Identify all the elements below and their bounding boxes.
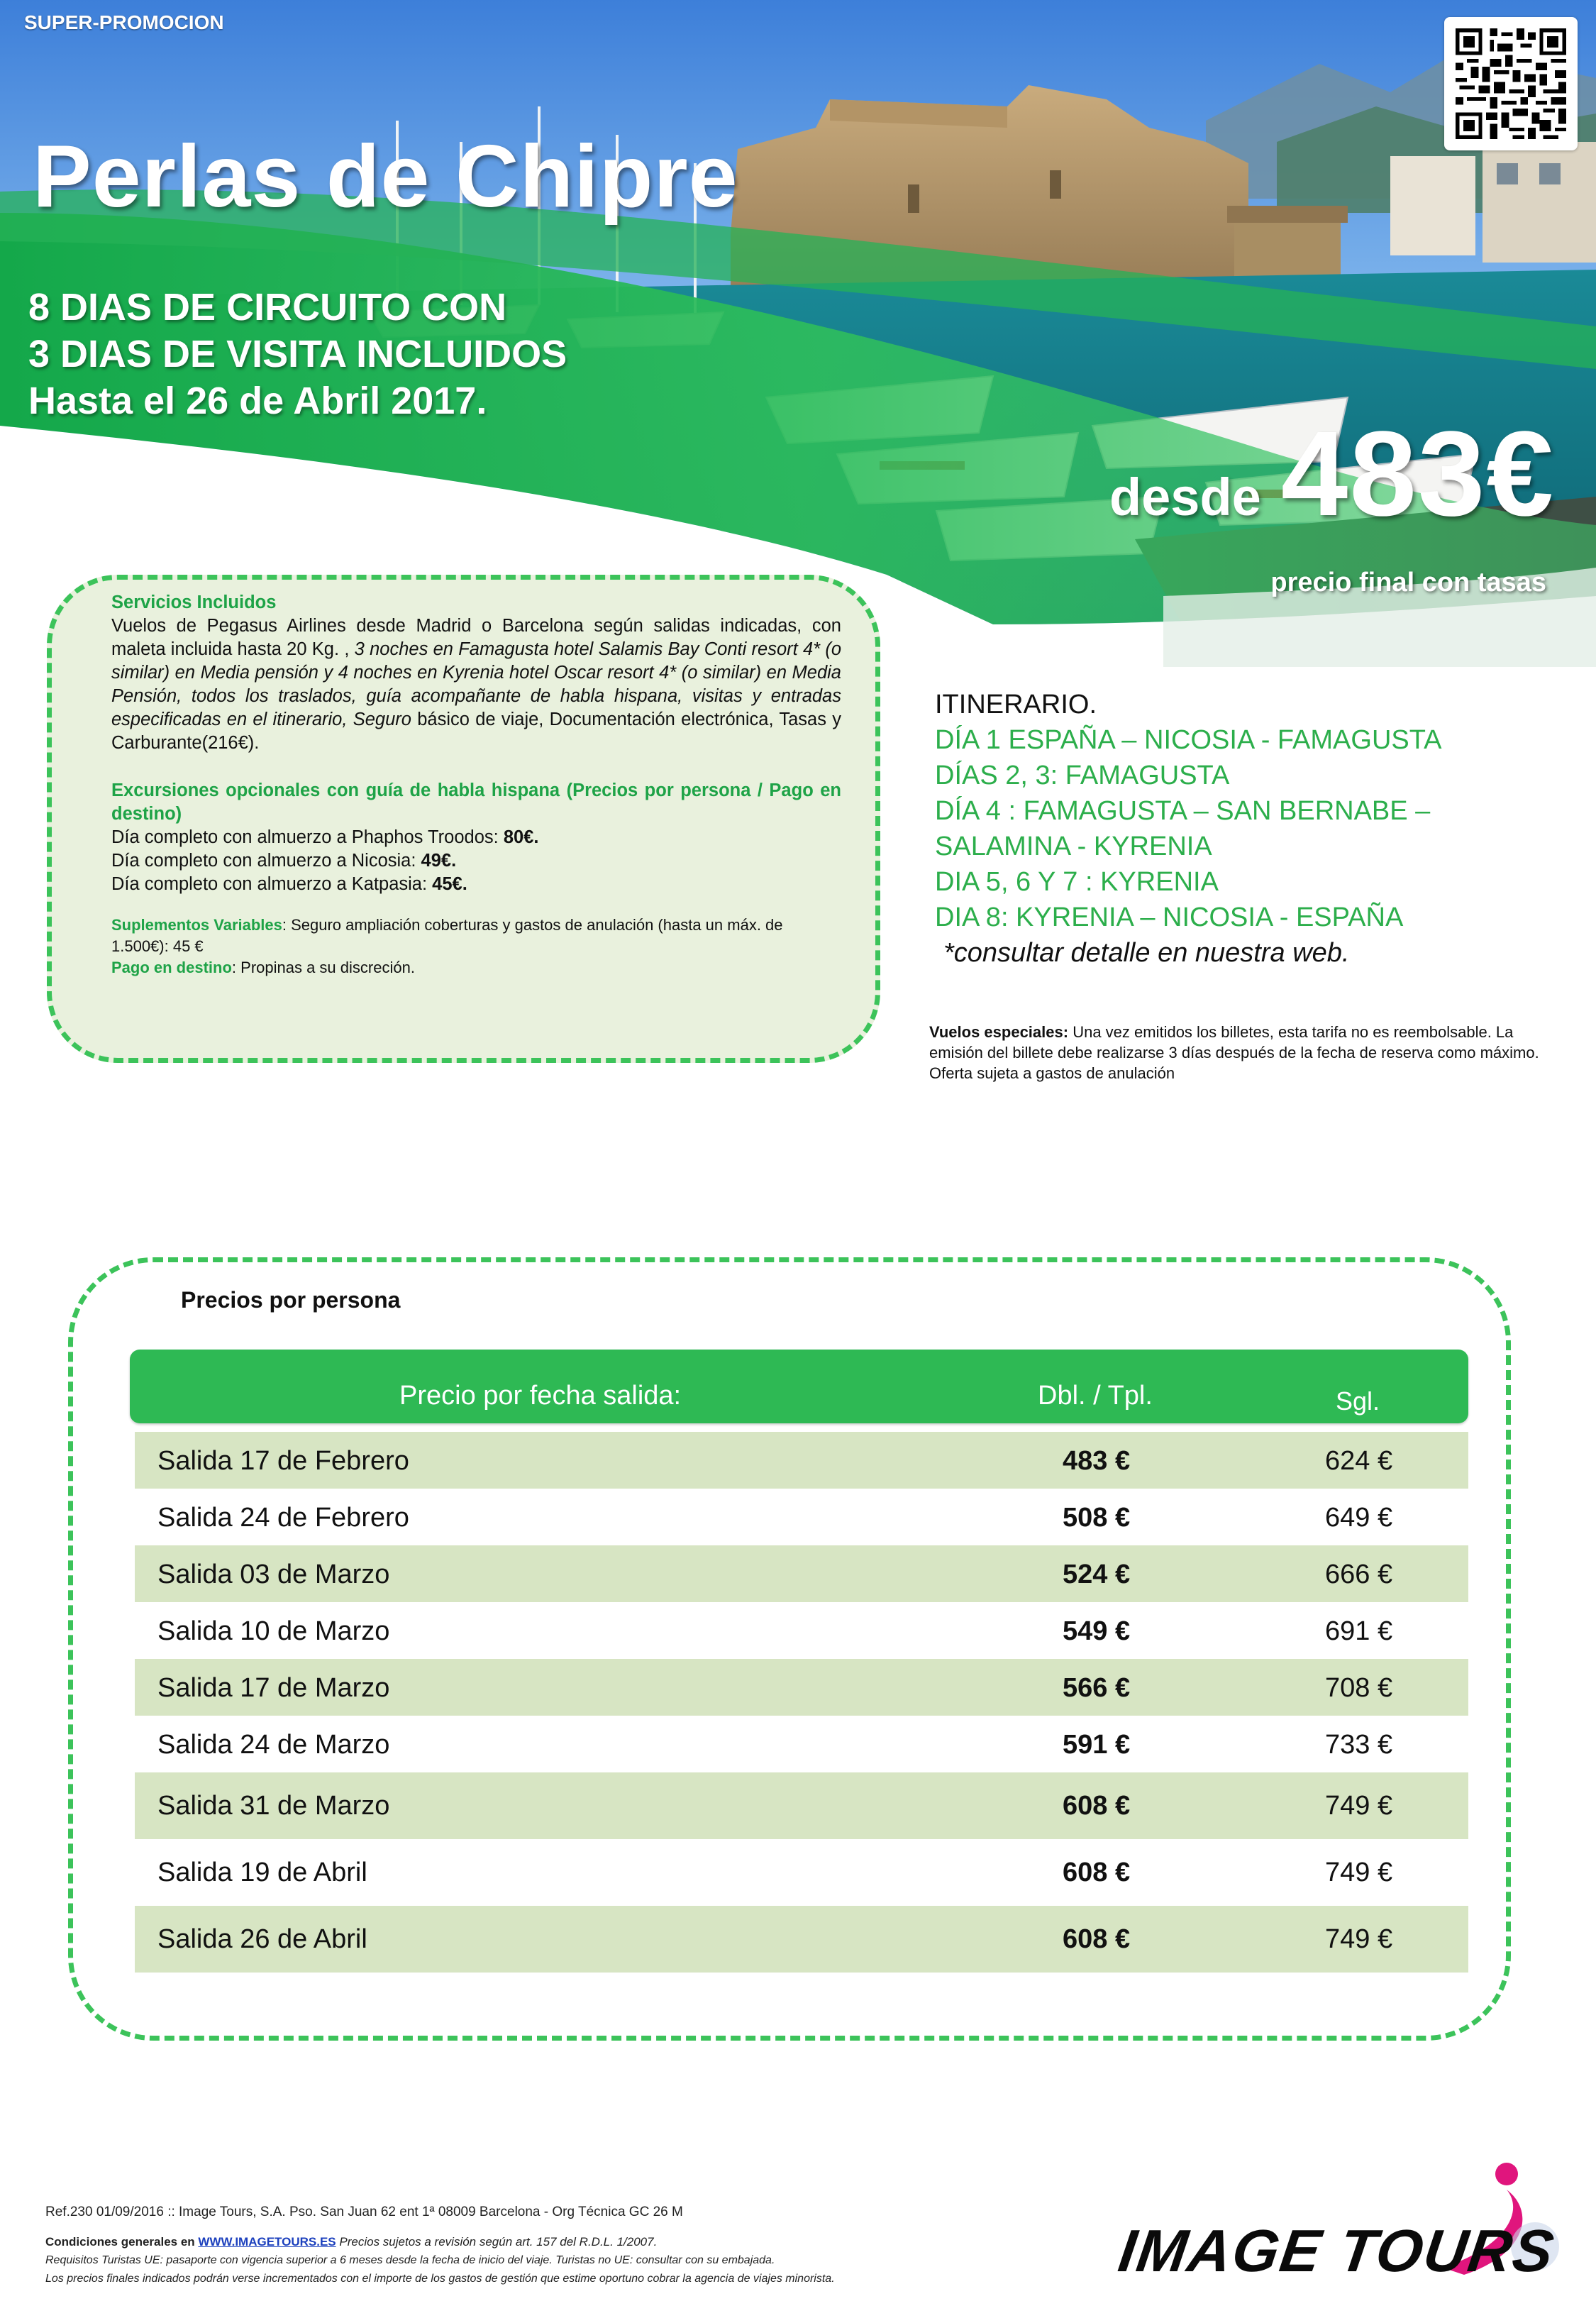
itinerary: [935, 687, 1559, 971]
column-header-sgl: Sgl.: [1336, 1386, 1380, 1416]
conditions-label: Condiciones generales en: [45, 2235, 199, 2249]
row-sgl-price: 733 €: [1325, 1730, 1393, 1760]
row-sgl-price: 749 €: [1325, 1858, 1393, 1887]
table-row: [135, 1772, 1468, 1839]
row-sgl-price: 624 €: [1325, 1446, 1393, 1476]
excursion-item: [111, 873, 841, 896]
excursion-price: 49€.: [421, 851, 457, 871]
hero-subtitle: [28, 284, 567, 424]
column-header-dbl: Dbl. / Tpl.: [1038, 1381, 1153, 1411]
row-date: Salida 19 de Abril: [157, 1858, 367, 1887]
supplements-label: Suplementos Variables: [111, 916, 282, 934]
table-row: [135, 1432, 1468, 1489]
excursion-item: [111, 826, 841, 849]
excursion-item: [111, 849, 841, 873]
table-row: [135, 1602, 1468, 1659]
payment-label: Pago en destino: [111, 959, 232, 976]
row-date: Salida 31 de Marzo: [157, 1791, 390, 1821]
brand-logo: [1109, 2161, 1563, 2303]
itinerary-item: DIA 8: KYRENIA – NICOSIA - ESPAÑA: [935, 903, 1404, 932]
row-dbl-price: 524 €: [1063, 1560, 1131, 1589]
services-text-part: Vuelos de Pegasus Airlines desde Madrid o Barcelona según salidas indicadas, con maleta incluida hasta 20 Kg. ,: [111, 616, 841, 659]
subtitle-line: 8 DIAS DE CIRCUITO CON: [28, 286, 507, 329]
supplements-text: : Seguro ampliación coberturas y gastos de anulación (hasta un máx. de 1.500€): 45 €: [111, 916, 783, 955]
row-dbl-price: 591 €: [1063, 1730, 1131, 1760]
row-date: Salida 24 de Febrero: [157, 1503, 409, 1533]
payment-text: : Propinas a su discreción.: [231, 959, 415, 976]
price-prefix: desde: [1109, 468, 1261, 526]
supplements: [111, 915, 841, 957]
row-dbl-price: 483 €: [1063, 1446, 1131, 1476]
row-sgl-price: 649 €: [1325, 1503, 1393, 1533]
price-note: precio final con tasas: [1270, 568, 1546, 597]
row-date: Salida 24 de Marzo: [157, 1730, 390, 1760]
row-date: Salida 17 de Febrero: [157, 1446, 409, 1476]
row-dbl-price: 608 €: [1063, 1858, 1131, 1887]
qr-code-icon: [1456, 28, 1566, 139]
excursion-text: Día completo con almuerzo a Katpasia:: [111, 874, 433, 894]
footer-final-prices: Los precios finales indicados podrán verse incrementados con el importe de los gastos de gestión que estime oportuno cobrar la agencia de viajes minorista.: [45, 2273, 835, 2285]
table-row: [135, 1716, 1468, 1772]
table-row: [135, 1906, 1468, 1973]
row-sgl-price: 666 €: [1325, 1560, 1393, 1589]
table-row: [135, 1659, 1468, 1716]
hero-banner: [0, 0, 1596, 667]
footer-conditions: [45, 2232, 1024, 2251]
itinerary-note: *consultar detalle en nuestra web.: [943, 938, 1350, 968]
footer: [45, 2204, 1024, 2288]
page-title: Perlas de Chipre: [33, 128, 738, 226]
prices-title: Precios por persona: [181, 1287, 401, 1313]
row-dbl-price: 549 €: [1063, 1616, 1131, 1646]
subtitle-line: 3 DIAS DE VISITA INCLUIDOS: [28, 333, 567, 375]
itinerary-item: DÍAS 2, 3: FAMAGUSTA: [935, 761, 1230, 790]
promo-tag: SUPER-PROMOCION: [24, 11, 224, 33]
excursion-text: Día completo con almuerzo a Phaphos Troodos:: [111, 827, 504, 847]
headline-price: [1109, 404, 1555, 544]
column-header-date: Precio por fecha salida:: [399, 1381, 682, 1411]
row-sgl-price: 749 €: [1325, 1791, 1393, 1821]
excursion-price: 45€.: [432, 874, 467, 894]
excursions-heading: Excursiones opcionales con guía de habla hispana (Precios por persona / Pago en destino): [111, 780, 841, 824]
services-text-part: básico de viaje, Documentación electrónica, Tasas y Carburante(216€).: [111, 710, 841, 753]
itinerary-item: DÍA 4 : FAMAGUSTA – SAN BERNABE – SALAMINA - KYRENIA: [935, 796, 1431, 861]
itinerary-heading: ITINERARIO.: [935, 690, 1097, 719]
subtitle-line: Hasta el 26 de Abril 2017.: [28, 380, 487, 422]
row-dbl-price: 608 €: [1063, 1791, 1131, 1821]
row-sgl-price: 708 €: [1325, 1673, 1393, 1703]
services-text: [111, 614, 841, 755]
flights-text: Una vez emitidos los billetes, esta tarifa no es reembolsable. La emisión del billete debe realizarse 3 días después de la fecha de reserva como máximo. Oferta sujeta a gastos de anulación: [929, 1023, 1539, 1082]
services-text-italic: 3 noches en Famagusta hotel Salamis Bay Conti resort 4* (o similar) en Media pensión y 4 noches en Kyrenia hotel Oscar resort 4* (o similar) en Media Pensión, todos los traslados, guía acompañante de habla hispana, visitas y entradas especificadas en el itinerario, Seguro: [111, 639, 842, 729]
brand-name: IMAGE TOURS: [1114, 2217, 1559, 2284]
table-row: [135, 1839, 1468, 1906]
row-sgl-price: 691 €: [1325, 1616, 1393, 1646]
row-date: Salida 26 de Abril: [157, 1924, 367, 1954]
payment-on-site: [111, 957, 841, 978]
row-dbl-price: 608 €: [1063, 1924, 1131, 1954]
row-dbl-price: 566 €: [1063, 1673, 1131, 1703]
itinerary-item: DIA 5, 6 Y 7 : KYRENIA: [935, 867, 1219, 897]
footer-ref: Ref.230 01/09/2016 :: Image Tours, S.A. Pso. San Juan 62 ent 1ª 08009 Barcelona - Org Técnica GC 26 M: [45, 2205, 683, 2219]
special-flights-note: [929, 1022, 1539, 1083]
table-row: [135, 1489, 1468, 1545]
footer-requirements: Requisitos Turistas UE: pasaporte con vigencia superior a 6 meses desde la fecha de inicio del viaje. Turistas no UE: consultar con su embajada.: [45, 2254, 775, 2266]
table-header: [130, 1350, 1468, 1423]
table-row: [135, 1545, 1468, 1602]
itinerary-item: DÍA 1 ESPAÑA – NICOSIA - FAMAGUSTA: [935, 725, 1442, 755]
qr-code[interactable]: [1444, 17, 1578, 150]
services-box: [47, 575, 880, 1063]
row-date: Salida 10 de Marzo: [157, 1616, 390, 1646]
row-date: Salida 17 de Marzo: [157, 1673, 390, 1703]
conditions-link[interactable]: WWW.IMAGETOURS.ES: [198, 2235, 336, 2249]
row-sgl-price: 749 €: [1325, 1924, 1393, 1954]
services-heading: Servicios Incluidos: [111, 592, 277, 612]
row-dbl-price: 508 €: [1063, 1503, 1131, 1533]
price-amount: 483€: [1280, 407, 1555, 541]
excursion-text: Día completo con almuerzo a Nicosia:: [111, 851, 421, 871]
flights-label: Vuelos especiales:: [929, 1023, 1069, 1041]
row-date: Salida 03 de Marzo: [157, 1560, 390, 1589]
excursion-price: 80€.: [503, 827, 539, 847]
conditions-text: Precios sujetos a revisión según art. 157 del R.D.L. 1/2007.: [336, 2235, 658, 2249]
